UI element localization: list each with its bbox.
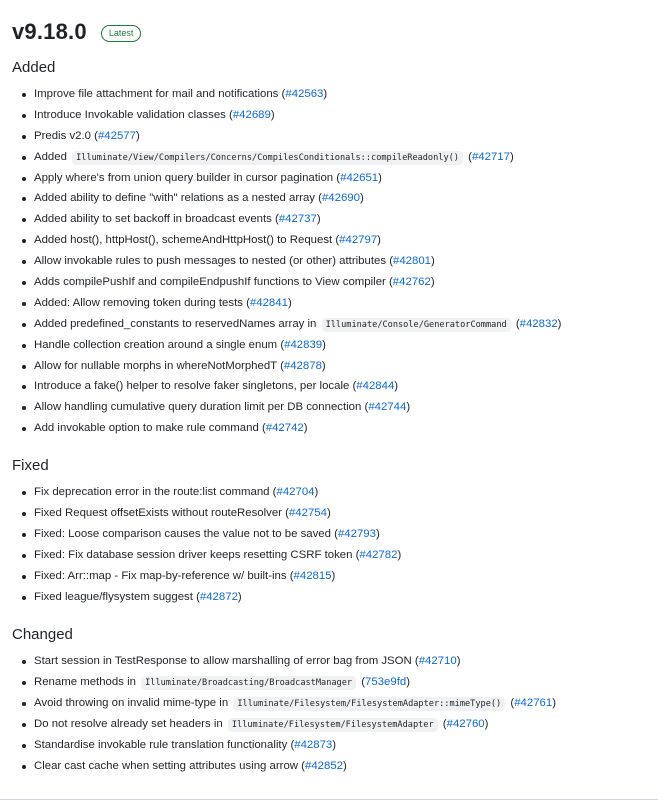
list-item: Predis v2.0 (#42577) [34, 126, 646, 147]
release-title[interactable]: v9.18.0 [12, 19, 87, 44]
item-text: Added ability to set backoff in broadcast events [34, 213, 272, 226]
item-ref-link[interactable]: #42704 [276, 486, 315, 499]
item-text: Allow for nullable morphs in whereNotMorphedT [34, 359, 277, 372]
item-ref-link[interactable]: #42801 [393, 255, 432, 268]
item-ref-link[interactable]: #42689 [232, 108, 271, 121]
list-item: Added ability to define "with" relations as a nested array (#42690) [34, 188, 646, 209]
item-text: Rename methods in [34, 676, 136, 689]
item-text: Avoid throwing on invalid mime-type in [34, 697, 229, 710]
item-text: Introduce a fake() helper to resolve faker singletons, per locale [34, 380, 350, 393]
list-item: Avoid throwing on invalid mime-type in Illuminate/Filesystem/FilesystemAdapter::mimeType() (#42761) [34, 693, 646, 714]
item-ref-link[interactable]: #42841 [249, 296, 288, 309]
list-item: Fixed Request offsetExists without routeResolver (#42754) [34, 503, 646, 524]
item-ref-link[interactable]: #42844 [356, 380, 395, 393]
list-item: Rename methods in Illuminate/Broadcasting/BroadcastManager (753e9fd) [34, 672, 646, 693]
item-ref-link[interactable]: #42878 [283, 359, 322, 372]
list-item: Allow handling cumulative query duration limit per DB connection (#42744) [34, 397, 646, 418]
list-item: Improve file attachment for mail and notifications (#42563) [34, 84, 646, 105]
item-text: Added host(), httpHost(), schemeAndHttpHost() to Request [34, 234, 333, 247]
section-title-added: Added [12, 59, 56, 76]
item-code: Illuminate/Broadcasting/BroadcastManager [141, 676, 356, 690]
item-ref-link[interactable]: #42797 [339, 234, 378, 247]
item-text: Adds compilePushIf and compileEndpushIf functions to View compiler [34, 276, 386, 289]
list-item: Added ability to set backoff in broadcast events (#42737) [34, 209, 646, 230]
item-ref-link[interactable]: #42782 [359, 548, 398, 561]
list-item: Do not resolve already set headers in Illuminate/Filesystem/FilesystemAdapter (#42760) [34, 714, 646, 735]
latest-badge: Latest [101, 25, 142, 42]
item-text: Fixed: Loose comparison causes the value not to be saved [34, 527, 331, 540]
list-item: Clear cast cache when setting attributes using arrow (#42852) [34, 756, 646, 777]
list-item: Adds compilePushIf and compileEndpushIf functions to View compiler (#42762) [34, 272, 646, 293]
item-ref-link[interactable]: #42873 [294, 739, 333, 752]
list-item: Add invokable option to make rule command (#42742) [34, 418, 646, 439]
item-ref-link[interactable]: #42761 [514, 697, 553, 710]
item-ref-link[interactable]: #42717 [471, 150, 510, 163]
section-title-changed: Changed [12, 626, 73, 644]
item-code: Illuminate/Filesystem/FilesystemAdapter [228, 718, 438, 732]
list-item: Apply where's from union query builder in cursor pagination (#42651) [34, 168, 646, 189]
list-item: Start session in TestResponse to allow marshalling of error bag from JSON (#42710) [34, 651, 646, 672]
item-text: Do not resolve already set headers in [34, 718, 223, 731]
list-item: Standardise invokable rule translation functionality (#42873) [34, 735, 646, 756]
list-item: Added: Allow removing token during tests (#42841) [34, 293, 646, 314]
list-item: Added Illuminate/View/Compilers/Concerns/CompilesConditionals::compileReadonly() (#42717) [34, 147, 646, 168]
item-ref-link[interactable]: #42710 [418, 655, 457, 668]
list-item: Allow invokable rules to push messages to nested (or other) attributes (#42801) [34, 251, 646, 272]
item-ref-link[interactable]: #42744 [368, 401, 407, 414]
item-text: Handle collection creation around a single enum [34, 338, 278, 351]
item-code: Illuminate/Filesystem/FilesystemAdapter::mimeType() [233, 697, 505, 711]
item-ref-link[interactable]: #42762 [392, 276, 431, 289]
item-ref-link[interactable]: #42737 [278, 213, 317, 226]
item-ref-link[interactable]: #42852 [304, 759, 343, 772]
item-ref-link[interactable]: #42760 [446, 718, 485, 731]
item-text: Clear cast cache when setting attributes using arrow [34, 759, 299, 772]
item-code: Illuminate/Console/GeneratorCommand [322, 318, 511, 332]
item-text: Added [34, 150, 67, 163]
list-fixed [12, 482, 646, 607]
item-code: Illuminate/View/Compilers/Concerns/CompilesConditionals::compileReadonly() [72, 151, 463, 165]
list-item: Added predefined_constants to reservedNames array in Illuminate/Console/GeneratorCommand (#42832) [34, 314, 646, 335]
item-ref-link[interactable]: #42742 [265, 422, 304, 435]
item-text: Start session in TestResponse to allow marshalling of error bag from JSON [34, 655, 412, 668]
item-ref-link[interactable]: #42651 [340, 171, 379, 184]
list-item: Added host(), httpHost(), schemeAndHttpHost() to Request (#42797) [34, 230, 646, 251]
list-added [12, 84, 646, 439]
item-ref-link[interactable]: 753e9fd [365, 676, 407, 689]
list-changed [12, 651, 646, 776]
item-text: Fixed league/flysystem suggest [34, 590, 193, 603]
item-text: Fixed: Fix database session driver keeps resetting CSRF token [34, 548, 353, 561]
item-ref-link[interactable]: #42832 [519, 317, 558, 330]
release-header [12, 14, 646, 50]
list-item: Fixed: Loose comparison causes the value not to be saved (#42793) [34, 524, 646, 545]
item-text: Added: Allow removing token during tests [34, 296, 243, 309]
item-text: Allow handling cumulative query duration limit per DB connection [34, 401, 362, 414]
item-ref-link[interactable]: #42839 [284, 338, 323, 351]
item-ref-link[interactable]: #42754 [288, 507, 327, 520]
list-item: Allow for nullable morphs in whereNotMorphedT (#42878) [34, 356, 646, 377]
item-text: Fixed Request offsetExists without routeResolver [34, 507, 282, 520]
item-text: Introduce Invokable validation classes [34, 108, 226, 121]
item-ref-link[interactable]: #42872 [199, 590, 238, 603]
item-text: Standardise invokable rule translation functionality [34, 739, 288, 752]
item-ref-link[interactable]: #42815 [293, 569, 332, 582]
item-ref-link[interactable]: #42563 [285, 88, 324, 100]
item-ref-link[interactable]: #42793 [337, 527, 376, 540]
item-text: Apply where's from union query builder in cursor pagination [34, 171, 334, 184]
list-item: Handle collection creation around a single enum (#42839) [34, 335, 646, 356]
list-item: Fix deprecation error in the route:list command (#42704) [34, 482, 646, 503]
list-item: Fixed: Arr::map - Fix map-by-reference w/ built-ins (#42815) [34, 566, 646, 587]
list-item: Fixed league/flysystem suggest (#42872) [34, 587, 646, 608]
item-text: Allow invokable rules to push messages to nested (or other) attributes [34, 255, 387, 268]
item-ref-link[interactable]: #42577 [97, 129, 136, 142]
item-ref-link[interactable]: #42690 [321, 192, 360, 205]
item-text: Fix deprecation error in the route:list command [34, 486, 270, 499]
list-item: Introduce Invokable validation classes (#42689) [34, 105, 646, 126]
item-text: Improve file attachment for mail and notifications [34, 88, 279, 100]
section-title-fixed: Fixed [12, 457, 49, 475]
item-text: Added predefined_constants to reservedNames array in [34, 317, 317, 330]
item-text: Add invokable option to make rule command [34, 422, 259, 435]
item-text: Added ability to define "with" relations as a nested array [34, 192, 315, 205]
item-text: Predis v2.0 [34, 129, 91, 142]
list-item: Fixed: Fix database session driver keeps resetting CSRF token (#42782) [34, 545, 646, 566]
list-item: Introduce a fake() helper to resolve faker singletons, per locale (#42844) [34, 376, 646, 397]
item-text: Fixed: Arr::map - Fix map-by-reference w/ built-ins [34, 569, 287, 582]
